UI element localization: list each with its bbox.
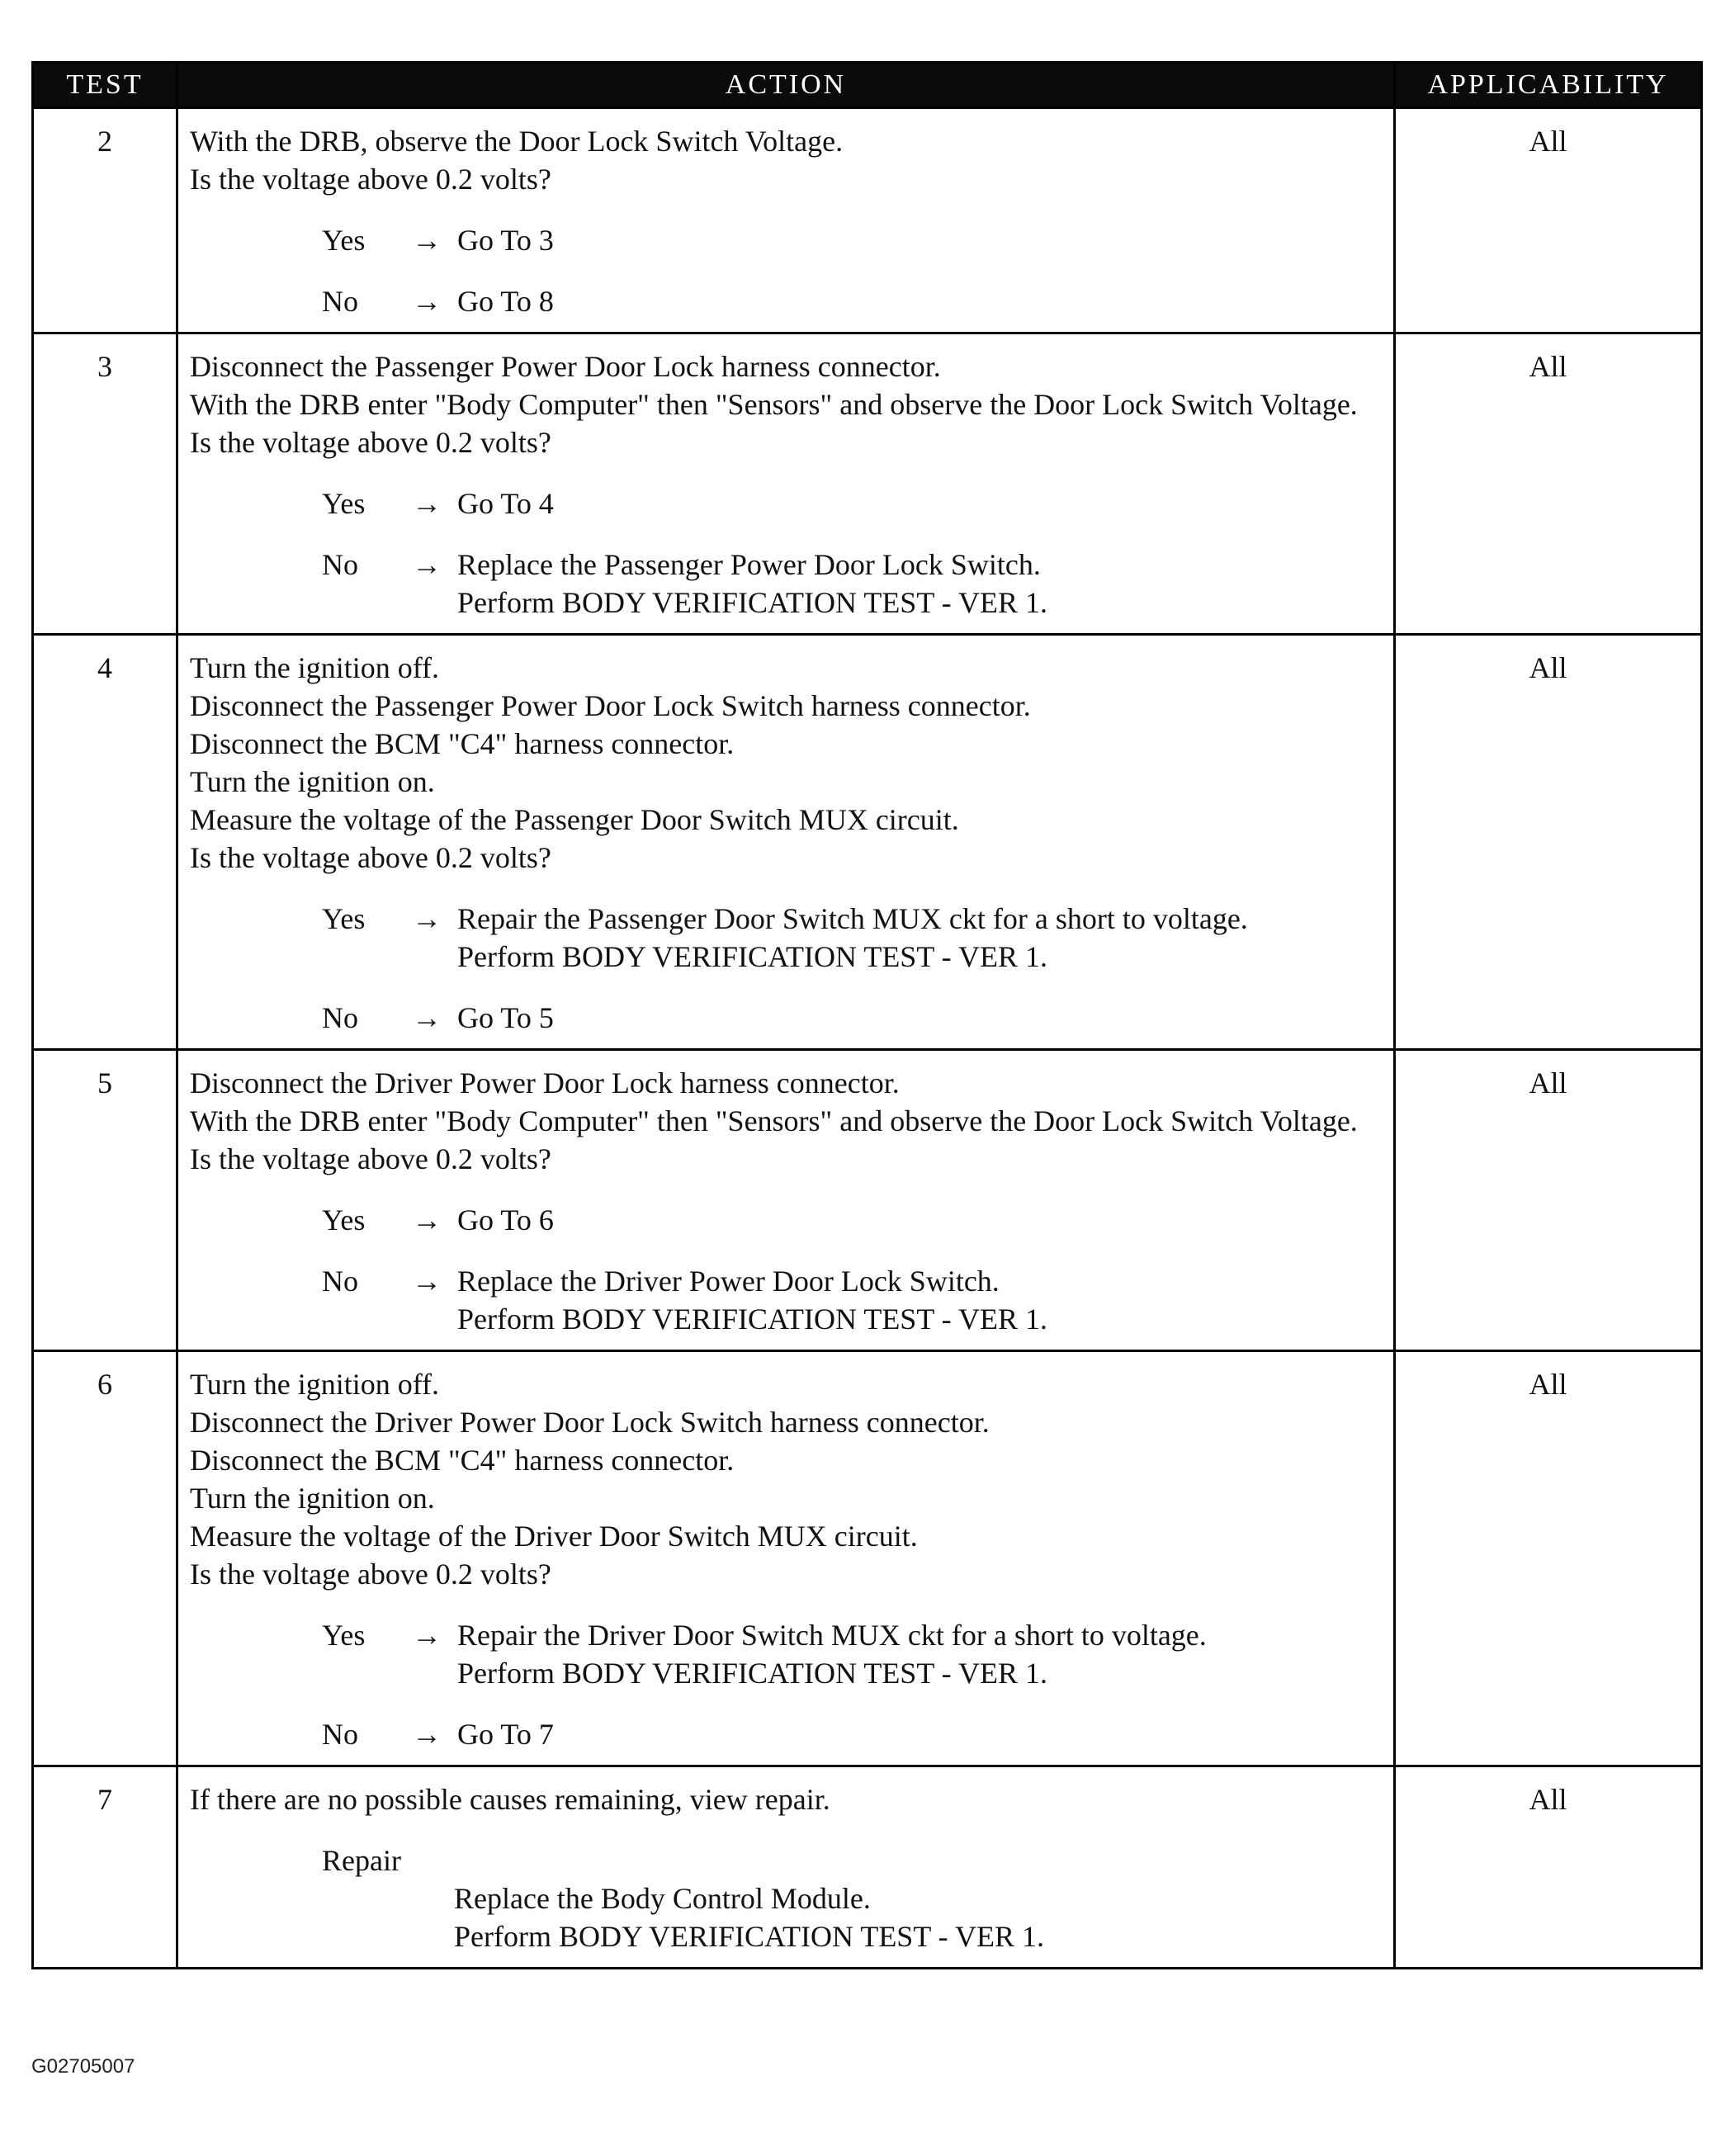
table-row [33, 1351, 1702, 1766]
instruction-line: Disconnect the BCM "C4" harness connector. [190, 1444, 735, 1477]
action-cell [177, 1351, 1395, 1766]
branch-label: Yes [322, 902, 366, 935]
branch-no [190, 1715, 1383, 1753]
table-body [33, 108, 1702, 1969]
repair-label: Repair [322, 1844, 401, 1877]
branch-no [190, 282, 1383, 320]
test-number: 7 [33, 1766, 177, 1969]
instruction-line: Disconnect the Passenger Power Door Lock harness connector. [190, 350, 941, 383]
column-header-applicability: APPLICABILITY [1395, 63, 1702, 108]
instruction-line: Disconnect the Driver Power Door Lock Switch harness connector. [190, 1406, 990, 1439]
arrow-icon: → [412, 487, 442, 520]
table-header-row [33, 63, 1702, 108]
branch-result [457, 221, 1383, 259]
branch-result-line: Go To 8 [457, 285, 554, 318]
instruction-line: Is the voltage above 0.2 volts? [190, 1558, 551, 1591]
instruction-line: Turn the ignition on. [190, 765, 435, 798]
instruction-line: Is the voltage above 0.2 volts? [190, 1142, 551, 1175]
branch-no [190, 999, 1383, 1037]
instruction-line: Disconnect the BCM "C4" harness connector. [190, 727, 735, 760]
arrow-icon: → [412, 1203, 442, 1236]
branch-label: Yes [322, 224, 366, 257]
branch-result-line: Perform BODY VERIFICATION TEST - VER 1. [457, 586, 1048, 619]
branch-result [457, 1262, 1383, 1338]
branch-yes [190, 1201, 1383, 1239]
action-cell [177, 1766, 1395, 1969]
instruction-line: With the DRB enter "Body Computer" then "Sensors" and observe the Door Lock Switch Voltage. [190, 1104, 1358, 1137]
branch-result [457, 1616, 1383, 1692]
table-row [33, 1050, 1702, 1351]
instruction-line: Measure the voltage of the Passenger Door Switch MUX circuit. [190, 803, 959, 836]
branch-result-line: Go To 3 [457, 224, 554, 257]
instruction-line: Disconnect the Driver Power Door Lock harness connector. [190, 1066, 900, 1099]
instruction-line: Disconnect the Passenger Power Door Lock Switch harness connector. [190, 689, 1031, 722]
branch-yes [190, 221, 1383, 259]
branch-result-line: Go To 6 [457, 1203, 554, 1236]
repair-line: Perform BODY VERIFICATION TEST - VER 1. [454, 1920, 1045, 1953]
branch-label: Yes [322, 487, 366, 520]
branch-result-line: Go To 4 [457, 487, 554, 520]
instruction-line: Is the voltage above 0.2 volts? [190, 841, 551, 874]
test-number: 6 [33, 1351, 177, 1766]
applicability-value: All [1395, 635, 1702, 1050]
repair-line: Replace the Body Control Module. [454, 1882, 871, 1915]
branch-label: No [322, 1001, 358, 1034]
instruction-line: Turn the ignition on. [190, 1482, 435, 1515]
branch-result-line: Repair the Driver Door Switch MUX ckt for a short to voltage. [457, 1619, 1207, 1652]
branch-no [190, 546, 1383, 622]
branch-label: Yes [322, 1619, 366, 1652]
branch-result-line: Perform BODY VERIFICATION TEST - VER 1. [457, 1303, 1048, 1336]
arrow-icon: → [412, 1718, 442, 1751]
branch-result-line: Repair the Passenger Door Switch MUX ckt for a short to voltage. [457, 902, 1248, 935]
branch-result [457, 1715, 1383, 1753]
branch-result [457, 546, 1383, 622]
instruction-line: Turn the ignition off. [190, 651, 440, 684]
branch-result-line: Go To 5 [457, 1001, 554, 1034]
arrow-icon: → [412, 285, 442, 318]
column-header-test: TEST [33, 63, 177, 108]
instruction-line: Is the voltage above 0.2 volts? [190, 426, 551, 459]
arrow-icon: → [412, 1619, 442, 1652]
branch-result-line: Replace the Driver Power Door Lock Switch. [457, 1265, 1000, 1298]
applicability-value: All [1395, 333, 1702, 635]
branch-yes [190, 485, 1383, 522]
table-row [33, 1766, 1702, 1969]
action-cell [177, 635, 1395, 1050]
branch-result [457, 1201, 1383, 1239]
applicability-value: All [1395, 108, 1702, 333]
arrow-icon: → [412, 548, 442, 581]
table-row [33, 333, 1702, 635]
instruction-line: If there are no possible causes remaining, view repair. [190, 1783, 830, 1816]
action-cell [177, 1050, 1395, 1351]
branch-result-line: Perform BODY VERIFICATION TEST - VER 1. [457, 940, 1048, 973]
arrow-icon: → [412, 1001, 442, 1034]
branch-result [457, 900, 1383, 976]
instruction-line: Measure the voltage of the Driver Door Switch MUX circuit. [190, 1520, 918, 1553]
diagnostic-test-table [31, 61, 1703, 1969]
branch-label: No [322, 1265, 358, 1298]
branch-result-line: Go To 7 [457, 1718, 554, 1751]
test-number: 5 [33, 1050, 177, 1351]
instruction-line: With the DRB, observe the Door Lock Switch Voltage. [190, 125, 844, 158]
arrow-icon: → [412, 224, 442, 257]
table-row [33, 108, 1702, 333]
applicability-value: All [1395, 1050, 1702, 1351]
branch-label: No [322, 548, 358, 581]
arrow-icon: → [412, 1265, 442, 1298]
applicability-value: All [1395, 1351, 1702, 1766]
applicability-value: All [1395, 1766, 1702, 1969]
branch-yes [190, 1616, 1383, 1692]
instruction-line: Is the voltage above 0.2 volts? [190, 163, 551, 196]
branch-no [190, 1262, 1383, 1338]
test-number: 4 [33, 635, 177, 1050]
action-cell [177, 333, 1395, 635]
column-header-action: ACTION [177, 63, 1395, 108]
branch-label: No [322, 1718, 358, 1751]
branch-result [457, 485, 1383, 522]
branch-result [457, 999, 1383, 1037]
branch-result-line: Perform BODY VERIFICATION TEST - VER 1. [457, 1657, 1048, 1690]
table-row [33, 635, 1702, 1050]
diagnostic-test-sheet [31, 61, 1700, 1969]
branch-label: No [322, 285, 358, 318]
branch-result-line: Replace the Passenger Power Door Lock Switch. [457, 548, 1041, 581]
branch-label: Yes [322, 1203, 366, 1236]
test-number: 2 [33, 108, 177, 333]
branch-result [457, 282, 1383, 320]
arrow-icon: → [412, 902, 442, 935]
figure-id: G02705007 [31, 2055, 135, 2078]
instruction-line: Turn the ignition off. [190, 1368, 440, 1401]
action-cell [177, 108, 1395, 333]
instruction-line: With the DRB enter "Body Computer" then "Sensors" and observe the Door Lock Switch Voltage. [190, 388, 1358, 421]
branch-yes [190, 900, 1383, 976]
test-number: 3 [33, 333, 177, 635]
